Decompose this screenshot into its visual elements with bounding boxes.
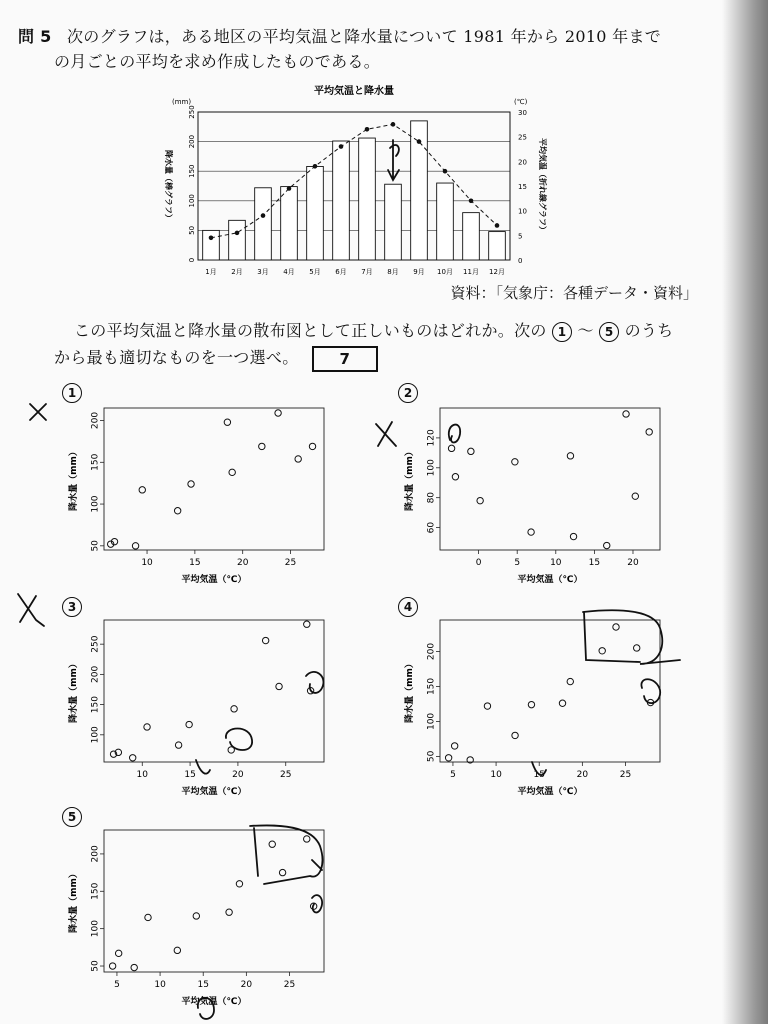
- scatter-point: [259, 443, 265, 449]
- question-text-1: 次のグラフは，ある地区の平均気温と降水量について 1981 年から 2010 年まで: [67, 27, 662, 46]
- cross-mark-3: [18, 594, 44, 626]
- x-tick-label: 15: [184, 770, 196, 780]
- x-axis-label: 平均気温（℃）: [181, 997, 247, 1007]
- temperature-point: [365, 127, 370, 132]
- plot-frame: [104, 408, 324, 550]
- scatter-point: [468, 448, 474, 454]
- prompt-text-2: から最も適切なものを一つ選べ。: [54, 348, 299, 367]
- scatter-point: [174, 508, 180, 514]
- cross-mark-1: [30, 404, 46, 420]
- month-label: 8月: [387, 268, 399, 276]
- precip-bar: [281, 187, 298, 260]
- x-tick-label: 25: [280, 770, 292, 780]
- left-tick-label: 0: [188, 257, 196, 263]
- temperature-point: [261, 213, 266, 218]
- precip-bar: [255, 188, 272, 260]
- plot-frame: [104, 620, 324, 762]
- scatter-point: [275, 410, 281, 416]
- temperature-point: [417, 139, 422, 144]
- precip-bar: [203, 230, 220, 260]
- scatter-point: [634, 645, 640, 651]
- scatter-point: [175, 742, 181, 748]
- scatter-point: [115, 950, 121, 956]
- y-tick-label: 60: [426, 521, 437, 534]
- scatter-point: [307, 687, 313, 693]
- option-label-1: 1: [62, 383, 82, 403]
- month-label: 1月: [205, 268, 217, 276]
- scatter-point: [129, 755, 135, 761]
- left-tick-label: 50: [188, 225, 196, 235]
- precip-bar: [437, 183, 454, 260]
- precip-bar: [385, 184, 402, 260]
- x-tick-label: 10: [490, 770, 502, 780]
- scatter-point: [131, 964, 137, 970]
- scatter-point: [295, 456, 301, 462]
- scatter-option-1[interactable]: [62, 400, 362, 595]
- scatter-point: [632, 493, 638, 499]
- x-tick-label: 5: [450, 770, 456, 780]
- temperature-point: [391, 122, 396, 127]
- month-label: 6月: [335, 268, 347, 276]
- scatter-point: [276, 683, 282, 689]
- scatter-point: [310, 903, 316, 909]
- scatter-point: [559, 700, 565, 706]
- temperature-point: [443, 169, 448, 174]
- plot-frame: [440, 620, 660, 762]
- scatter-option-4[interactable]: [398, 612, 698, 807]
- scatter-point: [145, 914, 151, 920]
- right-tick-label: 25: [518, 133, 527, 142]
- option-label-3: 3: [62, 597, 82, 617]
- option-label-4: 4: [398, 597, 418, 617]
- scatter-point: [304, 836, 310, 842]
- prompt-text-b: のうち: [624, 321, 674, 340]
- scatter-point: [477, 497, 483, 503]
- month-label: 9月: [413, 268, 425, 276]
- cross-mark-2: [376, 422, 396, 446]
- month-label: 11月: [463, 268, 479, 276]
- y-axis-label: 降水量（mm）: [405, 659, 415, 723]
- question-text-2: の月ごとの平均を求め作成したものである。: [54, 52, 381, 71]
- right-tick-label: 15: [518, 183, 527, 191]
- x-tick-label: 0: [475, 558, 482, 568]
- right-tick-label: 20: [518, 158, 527, 167]
- prompt-tilde: ～: [577, 321, 594, 340]
- scatter-point: [623, 411, 629, 417]
- scatter-point: [139, 487, 145, 493]
- scatter-option-3[interactable]: [62, 612, 362, 807]
- y-tick-label: 200: [90, 665, 101, 683]
- x-tick-label: 10: [136, 770, 148, 780]
- scatter-point: [448, 445, 454, 451]
- y-tick-label: 50: [90, 540, 101, 552]
- x-tick-label: 20: [576, 770, 589, 780]
- scatter-point: [224, 419, 230, 425]
- y-tick-label: 100: [426, 712, 437, 731]
- y-tick-label: 120: [426, 429, 437, 447]
- scatter-point: [528, 529, 534, 535]
- scatter-point: [512, 732, 518, 738]
- temperature-point: [313, 164, 318, 169]
- climate-chart: [150, 80, 560, 285]
- y-tick-label: 50: [426, 750, 437, 763]
- scatter-point: [567, 678, 573, 684]
- chart-title: 平均気温と降水量: [314, 86, 394, 97]
- y-tick-label: 150: [90, 882, 101, 900]
- right-unit: (℃): [514, 98, 528, 106]
- left-tick-label: 200: [188, 134, 196, 149]
- x-tick-label: 10: [550, 558, 562, 568]
- right-tick-label: 30: [518, 109, 527, 117]
- answer-box[interactable]: 7: [312, 346, 378, 372]
- scatter-point: [484, 703, 490, 709]
- x-tick-label: 25: [283, 980, 296, 990]
- x-tick-label: 15: [533, 770, 545, 780]
- scatter-point: [231, 706, 237, 712]
- y-tick-label: 100: [90, 726, 101, 744]
- x-tick-label: 15: [189, 558, 201, 568]
- y-tick-label: 100: [90, 920, 101, 938]
- scatter-point: [613, 624, 619, 630]
- x-tick-label: 10: [141, 558, 153, 568]
- month-label: 10月: [437, 268, 453, 276]
- scatter-point: [226, 909, 232, 915]
- month-label: 7月: [361, 268, 373, 276]
- scatter-point: [445, 755, 451, 761]
- scatter-point: [646, 429, 652, 435]
- left-tick-label: 100: [188, 194, 196, 208]
- month-label: 3月: [257, 268, 269, 276]
- temperature-point: [287, 186, 292, 191]
- scatter-point: [144, 724, 150, 730]
- question-line-1: [18, 24, 661, 47]
- x-tick-label: 20: [627, 558, 639, 568]
- scatter-point: [309, 443, 315, 449]
- scatter-point: [570, 533, 576, 539]
- y-axis-label: 降水量（mm）: [69, 659, 79, 723]
- x-tick-label: 20: [232, 770, 244, 780]
- prompt-line-1: [74, 318, 673, 342]
- x-tick-label: 15: [588, 558, 601, 568]
- temperature-point: [469, 199, 474, 204]
- left-tick-label: 150: [188, 164, 196, 178]
- x-axis-label: 平均気温（℃）: [517, 787, 583, 797]
- precip-bar: [463, 213, 480, 260]
- scatter-point: [451, 743, 457, 749]
- x-axis-label: 平均気温（℃）: [181, 787, 247, 797]
- left-tick-label: 250: [188, 105, 196, 119]
- option-label-2: 2: [398, 383, 418, 403]
- scatter-point: [567, 453, 573, 459]
- question-number: 問 5: [18, 27, 52, 46]
- scatter-point: [229, 469, 235, 475]
- right-tick-label: 5: [518, 232, 523, 241]
- y-tick-label: 150: [90, 696, 101, 714]
- scatter-point: [304, 621, 310, 627]
- y-tick-label: 200: [426, 642, 437, 661]
- temperature-point: [495, 223, 500, 228]
- y-axis-label: 降水量（mm）: [69, 447, 79, 511]
- precip-bar: [307, 166, 324, 260]
- page-edge-shadow: [722, 0, 768, 1024]
- prompt-option-to: 5: [599, 322, 619, 342]
- scatter-point: [262, 637, 268, 643]
- plot-frame: [440, 408, 660, 550]
- scatter-point: [599, 648, 605, 654]
- month-label: 5月: [309, 268, 321, 276]
- scatter-point: [604, 542, 610, 548]
- left-axis-label: 降水量（棒グラフ）: [164, 150, 173, 222]
- plot-frame: [104, 830, 324, 972]
- x-tick-label: 20: [240, 980, 253, 990]
- scatter-point: [132, 543, 138, 549]
- scatter-point: [186, 721, 192, 727]
- scatter-point: [512, 459, 518, 465]
- x-tick-label: 10: [154, 980, 166, 990]
- precip-bar: [489, 232, 506, 260]
- y-axis-label: 降水量（mm）: [69, 869, 79, 933]
- y-tick-label: 150: [426, 677, 437, 696]
- scatter-point: [109, 963, 115, 969]
- y-tick-label: 200: [90, 411, 101, 430]
- y-tick-label: 100: [90, 495, 101, 513]
- temperature-point: [235, 231, 240, 236]
- prompt-line-2: [54, 345, 378, 372]
- temperature-point: [339, 144, 344, 149]
- x-tick-label: 25: [284, 558, 297, 568]
- scatter-point: [236, 881, 242, 887]
- scatter-point: [279, 869, 285, 875]
- y-tick-label: 150: [90, 453, 101, 471]
- right-tick-label: 10: [518, 207, 527, 216]
- y-axis-label: 降水量（mm）: [405, 447, 415, 511]
- scatter-option-5[interactable]: [62, 822, 362, 1017]
- scatter-point: [188, 481, 194, 487]
- scatter-point: [452, 474, 458, 480]
- scatter-point: [193, 913, 199, 919]
- right-tick-label: 0: [518, 257, 523, 265]
- month-label: 2月: [231, 268, 243, 276]
- scatter-point: [528, 701, 534, 707]
- month-label: 4月: [283, 268, 295, 276]
- option-label-5: 5: [62, 807, 82, 827]
- y-tick-label: 50: [90, 960, 101, 972]
- prompt-option-from: 1: [552, 322, 572, 342]
- scatter-point: [269, 841, 275, 847]
- y-tick-label: 200: [90, 845, 101, 863]
- left-unit: (mm): [172, 98, 192, 106]
- right-axis-label: 平均気温（折れ線グラフ）: [538, 138, 547, 234]
- x-tick-label: 5: [114, 980, 120, 990]
- x-tick-label: 25: [619, 770, 632, 780]
- scatter-point: [647, 699, 653, 705]
- precip-bar: [333, 141, 350, 260]
- y-tick-label: 80: [426, 491, 437, 504]
- month-label: 12月: [489, 268, 505, 276]
- precip-bar: [359, 138, 376, 260]
- temperature-point: [209, 236, 214, 241]
- scatter-point: [228, 747, 234, 753]
- scatter-option-2[interactable]: [398, 400, 698, 595]
- y-tick-label: 250: [90, 635, 101, 653]
- prompt-text-a: この平均気温と降水量の散布図として正しいものはどれか。次の: [74, 321, 547, 340]
- x-tick-label: 5: [514, 558, 521, 568]
- x-axis-label: 平均気温（℃）: [517, 575, 583, 585]
- precip-bar: [229, 220, 246, 260]
- y-tick-label: 100: [426, 459, 437, 477]
- source-citation: 資料：「気象庁：各種データ・資料」: [450, 284, 698, 302]
- x-tick-label: 20: [236, 558, 249, 568]
- x-tick-label: 15: [197, 980, 209, 990]
- scatter-point: [174, 947, 180, 953]
- x-axis-label: 平均気温（℃）: [181, 575, 247, 585]
